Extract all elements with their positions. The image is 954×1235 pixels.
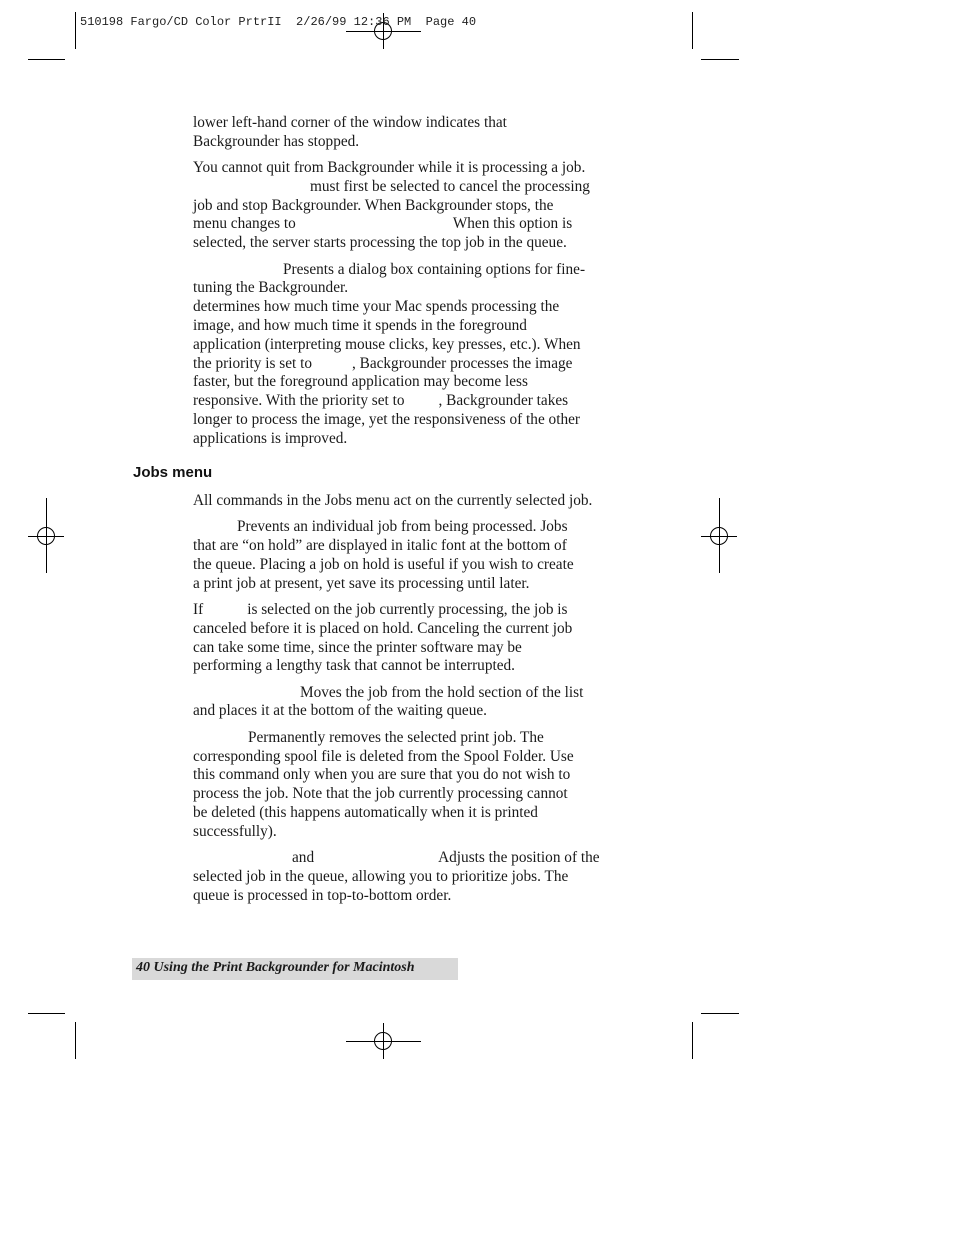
paragraph: and Adjusts the position of the selected job in the queue, allowing you to prioritize jobs. The queue is processed in top-to-bottom order. bbox=[193, 849, 600, 904]
crop-mark bbox=[701, 59, 739, 60]
registration-line bbox=[46, 498, 47, 573]
crop-mark bbox=[28, 1013, 65, 1014]
registration-line bbox=[719, 498, 720, 573]
body-section-jobs-menu bbox=[193, 492, 638, 913]
crop-mark bbox=[75, 1022, 76, 1059]
body-section-backgrounder bbox=[193, 114, 638, 456]
print-slug: 510198 Fargo/CD Color PrtrII 2/26/99 12:36 PM Page 40 bbox=[80, 15, 477, 29]
paragraph: You cannot quit from Backgrounder while it is processing a job. must first be selected to cancel the processing job and stop Backgrounder. When Backgrounder stops, the menu changes to When this option is selected, the server starts processing the top job in the queue. bbox=[193, 159, 590, 252]
page-footer bbox=[132, 958, 458, 980]
crop-mark bbox=[692, 1022, 693, 1059]
registration-line bbox=[346, 31, 421, 32]
registration-line bbox=[346, 1041, 421, 1042]
paragraph: Presents a dialog box containing options for fine- tuning the Backgrounder. determines how much time your Mac spends processing the image, and how much time it spends in the foreground application (interpreting mouse clicks, key presses, etc.). When the priority is set to , Backgrounder processes the image faster, but the foreground application may become less responsive. With the priority set to , Backgrounder takes longer to process the image, yet the responsiveness of the other applications is improved. bbox=[193, 260, 586, 447]
crop-mark bbox=[75, 12, 76, 49]
paragraph: Permanently removes the selected print job. The corresponding spool file is deleted from the Spool Folder. Use this command only when you are sure that you do not wish to process the job. Note that the job currently processing cannot be deleted (this happens automatically when it is printed successfully). bbox=[193, 728, 574, 840]
paragraph: If is selected on the job currently processing, the job is canceled before it is placed on hold. Canceling the current job can take some time, since the printer software may be performing a lengthy task that cannot be interrupted. bbox=[193, 600, 573, 675]
crop-mark bbox=[692, 12, 693, 49]
section-heading: Jobs menu bbox=[133, 464, 213, 481]
crop-mark bbox=[28, 59, 65, 60]
footer-text: 40 Using the Print Backgrounder for Macintosh bbox=[136, 960, 415, 975]
paragraph: All commands in the Jobs menu act on the currently selected job. bbox=[193, 492, 593, 509]
paragraph: Prevents an individual job from being processed. Jobs that are “on hold” are displayed in italic font at the bottom of the queue. Placing a job on hold is useful if you wish to create a print job at present, yet save its processing until later. bbox=[193, 518, 574, 592]
crop-mark bbox=[701, 1013, 739, 1014]
paragraph: lower left-hand corner of the window indicates that Backgrounder has stopped. bbox=[193, 114, 507, 150]
paragraph: Moves the job from the hold section of the list and places it at the bottom of the waiting queue. bbox=[193, 683, 584, 720]
